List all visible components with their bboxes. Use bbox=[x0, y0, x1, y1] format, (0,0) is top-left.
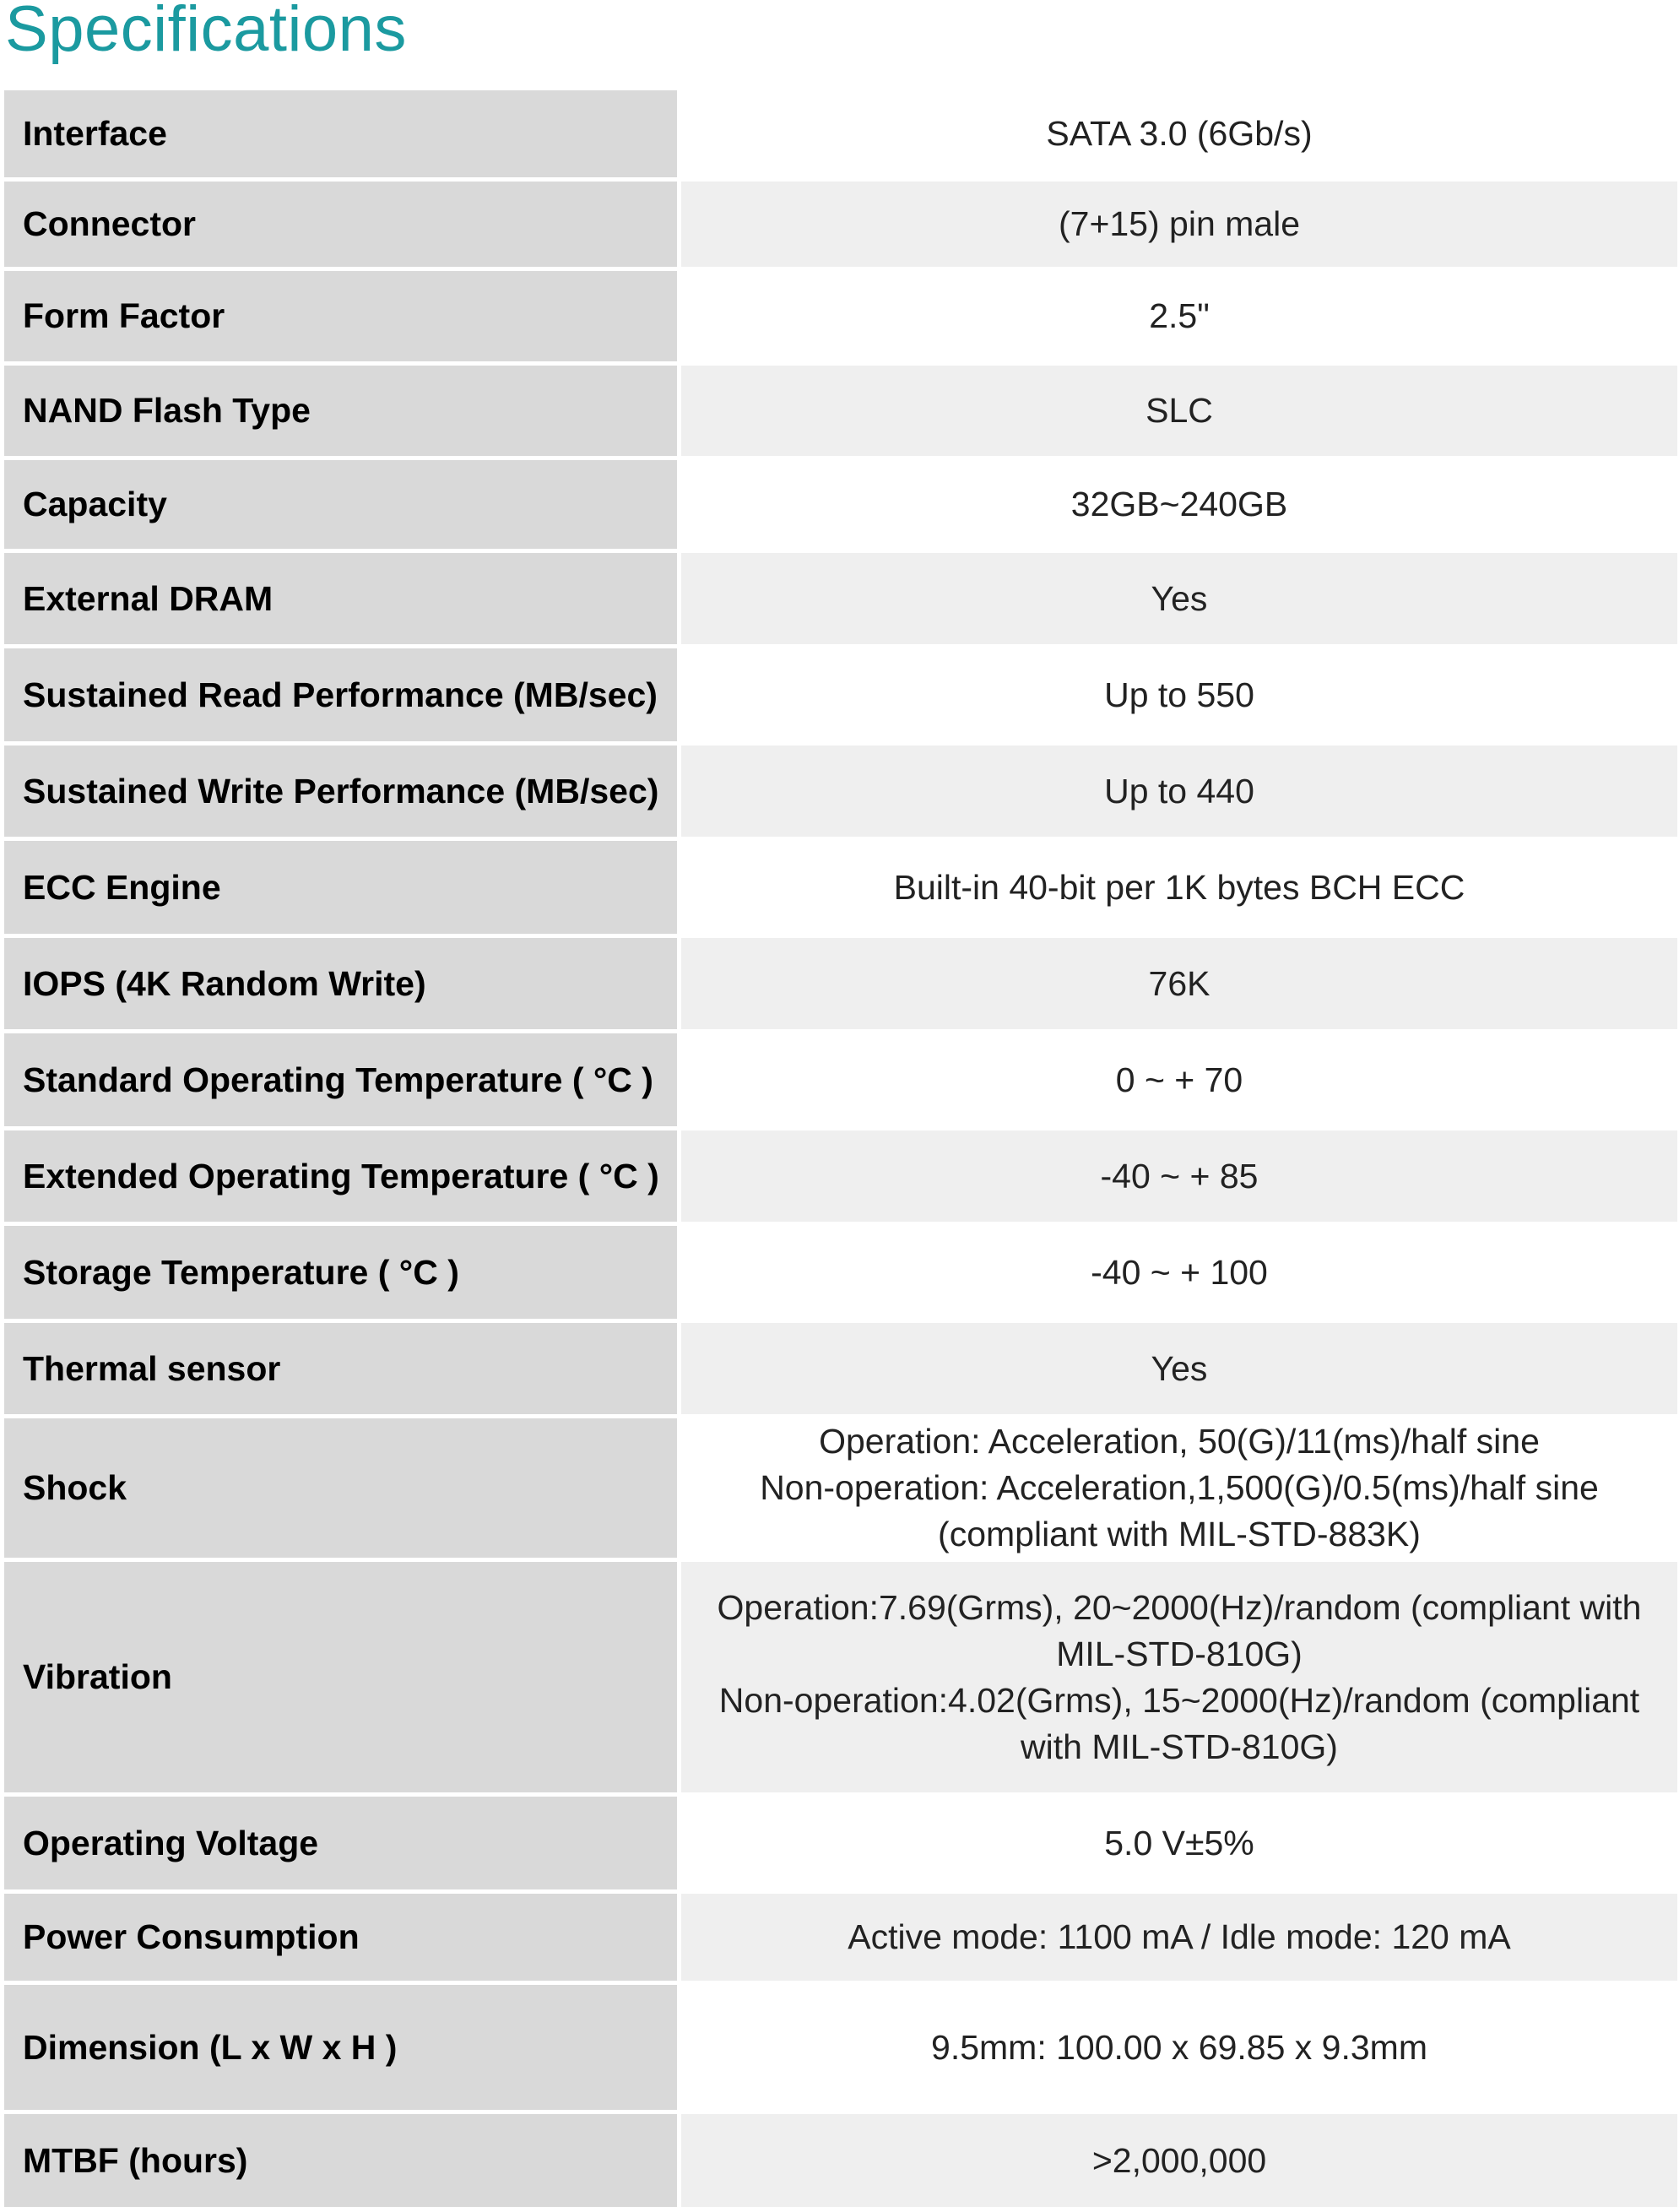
spec-label: NAND Flash Type bbox=[4, 366, 681, 460]
spec-value: -40 ~ + 85 bbox=[681, 1130, 1677, 1226]
spec-value: Up to 550 bbox=[681, 648, 1677, 745]
table-row bbox=[4, 90, 1677, 182]
spec-label: Form Factor bbox=[4, 271, 681, 366]
spec-value: 9.5mm: 100.00 x 69.85 x 9.3mm bbox=[681, 1985, 1677, 2114]
spec-label: Sustained Write Performance (MB/sec) bbox=[4, 745, 681, 841]
spec-label: External DRAM bbox=[4, 553, 681, 648]
spec-label: Extended Operating Temperature ( °C ) bbox=[4, 1130, 681, 1226]
spec-label: Interface bbox=[4, 90, 681, 182]
table-row bbox=[4, 1323, 1677, 1418]
table-row bbox=[4, 648, 1677, 745]
spec-label: Connector bbox=[4, 182, 681, 271]
table-row bbox=[4, 1894, 1677, 1985]
spec-value: Built-in 40-bit per 1K bytes BCH ECC bbox=[681, 841, 1677, 938]
spec-value-line: MIL-STD-810G) bbox=[1056, 1634, 1303, 1673]
table-row bbox=[4, 841, 1677, 938]
table-row bbox=[4, 366, 1677, 460]
table-row bbox=[4, 553, 1677, 648]
spec-label: Dimension (L x W x H ) bbox=[4, 1985, 681, 2114]
table-row bbox=[4, 1226, 1677, 1323]
spec-label: Vibration bbox=[4, 1562, 681, 1797]
spec-value: Yes bbox=[681, 1323, 1677, 1418]
table-row bbox=[4, 271, 1677, 366]
spec-value: Up to 440 bbox=[681, 745, 1677, 841]
table-row bbox=[4, 1562, 1677, 1797]
spec-value-line: Non-operation: Acceleration,1,500(G)/0.5(ms)/half sine bbox=[760, 1468, 1599, 1507]
spec-value-line: with MIL-STD-810G) bbox=[1021, 1727, 1338, 1766]
spec-value-line: Operation:7.69(Grms), 20~2000(Hz)/random (compliant with bbox=[717, 1587, 1642, 1627]
table-row bbox=[4, 460, 1677, 553]
table-row bbox=[4, 182, 1677, 271]
spec-label: Storage Temperature ( °C ) bbox=[4, 1226, 681, 1323]
table-row bbox=[4, 938, 1677, 1033]
spec-value: Active mode: 1100 mA / Idle mode: 120 mA bbox=[681, 1894, 1677, 1985]
page-title: Specifications bbox=[5, 0, 407, 65]
spec-value: 32GB~240GB bbox=[681, 460, 1677, 553]
spec-label: Thermal sensor bbox=[4, 1323, 681, 1418]
spec-value: 0 ~ + 70 bbox=[681, 1033, 1677, 1130]
spec-label: Operating Voltage bbox=[4, 1797, 681, 1894]
table-row bbox=[4, 1418, 1677, 1562]
spec-value: -40 ~ + 100 bbox=[681, 1226, 1677, 1323]
table-row bbox=[4, 745, 1677, 841]
table-row bbox=[4, 1985, 1677, 2114]
spec-value bbox=[681, 1418, 1677, 1562]
spec-value: 2.5" bbox=[681, 271, 1677, 366]
spec-label: Sustained Read Performance (MB/sec) bbox=[4, 648, 681, 745]
table-row bbox=[4, 1130, 1677, 1226]
spec-value: SATA 3.0 (6Gb/s) bbox=[681, 90, 1677, 182]
table-row bbox=[4, 1033, 1677, 1130]
spec-value-line: Operation: Acceleration, 50(G)/11(ms)/half sine bbox=[819, 1422, 1540, 1461]
spec-value: Yes bbox=[681, 553, 1677, 648]
spec-value-line: (compliant with MIL-STD-883K) bbox=[938, 1515, 1421, 1553]
spec-label: Capacity bbox=[4, 460, 681, 553]
spec-value: 76K bbox=[681, 938, 1677, 1033]
specifications-table bbox=[4, 90, 1677, 2211]
spec-value bbox=[681, 1562, 1677, 1797]
spec-label: ECC Engine bbox=[4, 841, 681, 938]
spec-value: 5.0 V±5% bbox=[681, 1797, 1677, 1894]
spec-value: SLC bbox=[681, 366, 1677, 460]
spec-label: Power Consumption bbox=[4, 1894, 681, 1985]
spec-value-line: Non-operation:4.02(Grms), 15~2000(Hz)/random (compliant bbox=[718, 1680, 1640, 1720]
table-row bbox=[4, 1797, 1677, 1894]
spec-label: MTBF (hours) bbox=[4, 2114, 681, 2211]
table-row bbox=[4, 2114, 1677, 2211]
spec-value: (7+15) pin male bbox=[681, 182, 1677, 271]
spec-label: Shock bbox=[4, 1418, 681, 1562]
spec-label: Standard Operating Temperature ( °C ) bbox=[4, 1033, 681, 1130]
spec-label: IOPS (4K Random Write) bbox=[4, 938, 681, 1033]
spec-value: >2,000,000 bbox=[681, 2114, 1677, 2211]
